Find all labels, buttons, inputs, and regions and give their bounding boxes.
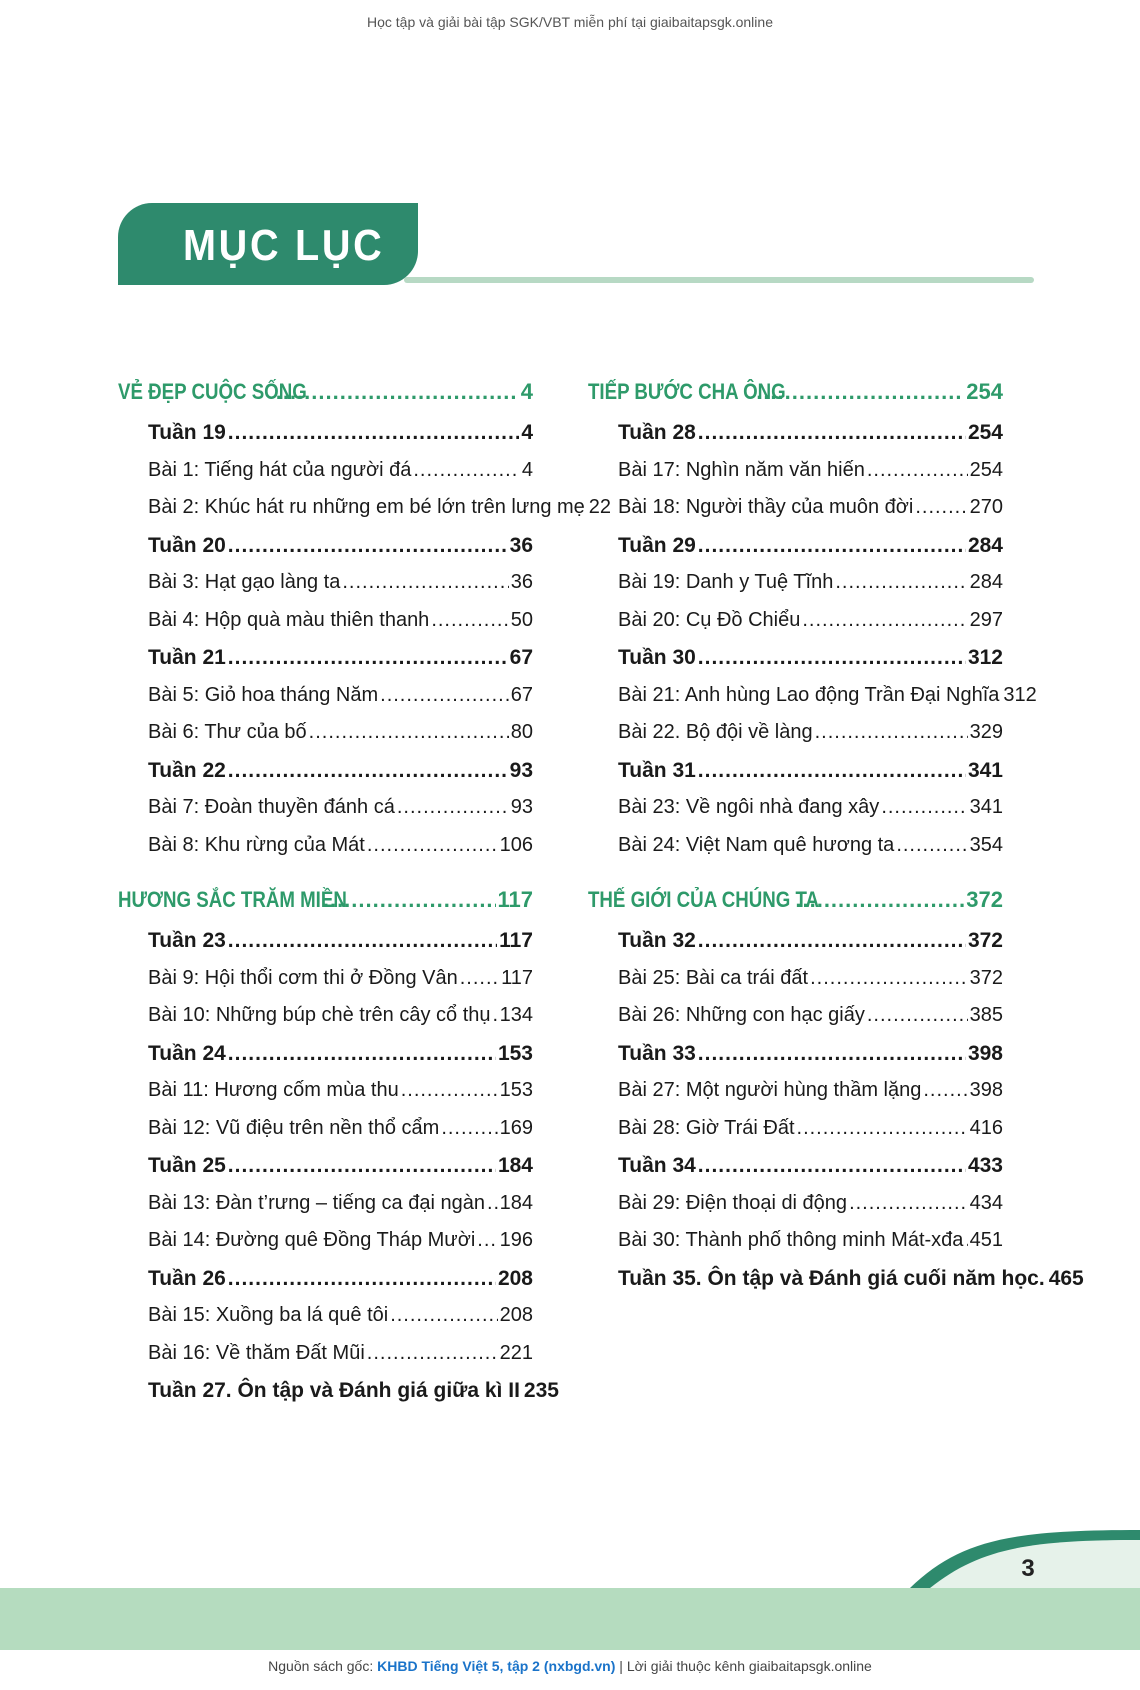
dot-leader <box>487 1185 498 1223</box>
toc-lesson-entry[interactable] <box>588 1222 1003 1260</box>
toc-lesson-title: Bài 20: Cụ Đồ Chiểu <box>618 608 801 631</box>
dot-leader <box>698 922 966 960</box>
toc-section-title: VẺ ĐẸP CUỘC SỐNG <box>118 379 307 404</box>
toc-lesson-page: 329 <box>969 721 1003 743</box>
toc-lesson-title: Bài 6: Thư của bố <box>148 721 307 743</box>
toc-lesson-page: 196 <box>499 1229 533 1251</box>
dot-leader <box>698 527 966 565</box>
toc-lesson-page: 22 <box>588 496 612 518</box>
toc-lesson-title: Bài 10: Những búp chè trên cây cổ thụ <box>148 1004 491 1026</box>
toc-lesson-entry[interactable] <box>118 677 533 715</box>
dot-leader <box>756 370 964 414</box>
dot-leader <box>923 1072 967 1110</box>
toc-lesson-entry[interactable] <box>588 960 1003 998</box>
toc-lesson-entry[interactable] <box>588 489 1003 527</box>
dot-leader <box>397 789 509 827</box>
toc-week-page: 93 <box>509 758 533 782</box>
toc-lesson-page: 416 <box>969 1116 1003 1139</box>
toc-week-title: Tuần 31 <box>618 758 696 782</box>
toc-lesson-page: 169 <box>499 1116 533 1139</box>
toc-lesson-page: 4 <box>521 458 533 481</box>
title-underline <box>404 277 1034 283</box>
toc-week-entry[interactable] <box>588 1035 1003 1073</box>
toc-section-page: 4 <box>520 379 533 404</box>
toc-week-entry[interactable] <box>118 922 533 960</box>
dot-leader <box>867 452 968 490</box>
toc-week-entry[interactable] <box>588 752 1003 790</box>
dot-leader <box>835 564 967 602</box>
dot-leader <box>309 714 509 752</box>
dot-leader <box>477 1222 497 1260</box>
toc-section-title: TIẾP BƯỚC CHA ÔNG <box>588 379 786 404</box>
toc-section-title: HƯƠNG SẮC TRĂM MIỀN <box>118 887 347 912</box>
page-title: MỤC LỤC <box>183 221 385 270</box>
toc-lesson-page: 93 <box>510 796 533 818</box>
dot-leader <box>698 414 966 452</box>
toc-lesson-title: Bài 14: Đường quê Đồng Tháp Mười <box>148 1229 476 1251</box>
toc-lesson-page: 372 <box>969 966 1003 989</box>
toc-week-title: Tuần 26 <box>148 1266 226 1290</box>
toc-lesson-title: Bài 30: Thành phố thông minh Mát-xđa <box>618 1229 964 1251</box>
toc-lesson-entry[interactable] <box>588 602 1003 640</box>
toc-week-title: Tuần 33 <box>618 1041 696 1065</box>
dot-leader <box>228 1035 496 1073</box>
dot-leader <box>441 1110 497 1148</box>
dot-leader <box>867 997 968 1035</box>
title-banner <box>118 203 418 285</box>
toc-lesson-title: Bài 17: Nghìn năm văn hiến <box>618 458 865 481</box>
top-note: Học tập và giải bài tập SGK/VBT miễn phí tại giaibaitapsgk.online <box>367 14 773 30</box>
toc-lesson-entry[interactable] <box>118 1222 533 1260</box>
toc-lesson-entry[interactable] <box>118 960 533 998</box>
toc-week-title: Tuần 21 <box>148 646 226 669</box>
toc-lesson-title: Bài 8: Khu rừng của Mát <box>148 833 365 856</box>
toc-lesson-entry[interactable] <box>588 1110 1003 1148</box>
toc-lesson-page: 284 <box>969 571 1003 593</box>
toc-lesson-title: Bài 2: Khúc hát ru những em bé lớn trên lưng mẹ <box>148 496 585 518</box>
toc-week-entry[interactable] <box>588 639 1003 677</box>
dot-leader <box>228 752 508 790</box>
toc-week-title: Tuần 25 <box>148 1154 226 1177</box>
toc-lesson-title: Bài 25: Bài ca trái đất <box>618 966 809 989</box>
toc-week-page: 433 <box>967 1154 1003 1177</box>
toc-lesson-entry[interactable] <box>588 452 1003 490</box>
toc-lesson-entry[interactable] <box>118 714 533 752</box>
toc-lesson-title: Bài 19: Danh y Tuệ Tĩnh <box>618 571 834 593</box>
toc-lesson-page: 312 <box>1003 683 1037 706</box>
dot-leader <box>849 1185 968 1223</box>
toc-week-page: 184 <box>497 1154 533 1177</box>
dot-leader <box>228 1147 496 1185</box>
toc-lesson-entry[interactable] <box>588 827 1003 865</box>
dot-leader <box>413 452 520 490</box>
toc-week-page: 372 <box>967 929 1003 952</box>
toc-section-title: THẾ GIỚI CỦA CHÚNG TA <box>588 887 820 912</box>
toc-week-title: Tuần 20 <box>148 533 226 557</box>
toc-lesson-title: Bài 11: Hương cốm mùa thu <box>148 1079 399 1101</box>
dot-leader <box>896 827 967 865</box>
toc-lesson-page: 208 <box>499 1304 533 1326</box>
dot-leader <box>493 997 498 1035</box>
toc-lesson-page: 50 <box>510 608 533 631</box>
toc-section-entry[interactable] <box>588 370 1003 414</box>
toc-week-page: 67 <box>509 646 533 669</box>
toc-lesson-title: Bài 9: Hội thổi cơm thi ở Đồng Vân <box>148 966 458 989</box>
toc-lesson-title: Bài 21: Anh hùng Lao động Trần Đại Nghĩa <box>618 683 1000 706</box>
dot-leader <box>228 414 520 452</box>
toc-section-entry[interactable] <box>118 878 533 922</box>
toc-week-page: 208 <box>497 1266 533 1290</box>
toc-week-title: Tuần 30 <box>618 646 696 669</box>
toc-week-title: Tuần 34 <box>618 1154 696 1177</box>
toc-lesson-page: 134 <box>499 1004 533 1026</box>
source-separator: | <box>615 1658 627 1674</box>
dot-leader <box>881 789 967 827</box>
toc-lesson-entry[interactable] <box>118 789 533 827</box>
source-prefix: Nguồn sách gốc: <box>268 1658 378 1674</box>
dot-leader <box>815 714 968 752</box>
dot-leader <box>460 960 499 998</box>
toc-week-entry[interactable] <box>118 1035 533 1073</box>
toc-lesson-title: Bài 13: Đàn t’rưng – tiếng ca đại ngàn <box>148 1191 485 1214</box>
section-gap <box>118 864 533 878</box>
toc-week-entry[interactable] <box>588 1260 1084 1298</box>
footer-band <box>0 1520 1140 1650</box>
toc-lesson-title: Bài 23: Về ngôi nhà đang xây <box>618 796 880 818</box>
source-footer <box>0 1658 1140 1674</box>
dot-leader <box>367 827 498 865</box>
toc-week-title: Tuần 28 <box>618 421 696 444</box>
toc-week-entry[interactable] <box>588 414 1003 452</box>
toc-week-entry[interactable] <box>588 1147 1003 1185</box>
toc-lesson-entry[interactable] <box>118 1297 533 1335</box>
dot-leader <box>276 370 519 414</box>
toc-lesson-page: 297 <box>969 608 1003 631</box>
toc-lesson-title: Bài 26: Những con hạc giấy <box>618 1004 865 1026</box>
toc-lesson-title: Bài 12: Vũ điệu trên nền thổ cẩm <box>148 1116 440 1139</box>
section-gap <box>588 864 1003 878</box>
toc-lesson-page: 153 <box>499 1079 533 1101</box>
toc-week-page: 312 <box>967 646 1003 669</box>
toc-left-column <box>118 370 612 1410</box>
dot-leader <box>802 602 967 640</box>
toc-lesson-title: Bài 28: Giờ Trái Đất <box>618 1116 795 1139</box>
toc-lesson-entry[interactable] <box>588 1185 1003 1223</box>
toc-section-page: 254 <box>966 379 1003 404</box>
toc-lesson-title: Bài 16: Về thăm Đất Mũi <box>148 1341 365 1364</box>
dot-leader <box>380 677 509 715</box>
dot-leader <box>228 1260 496 1298</box>
toc-week-page: 341 <box>967 758 1003 782</box>
toc-lesson-title: Bài 29: Điện thoại di động <box>618 1191 848 1214</box>
toc-lesson-title: Bài 22. Bộ đội về làng <box>618 721 813 743</box>
toc-right-column <box>588 370 1084 1297</box>
toc-lesson-entry[interactable] <box>588 677 1037 715</box>
toc-lesson-entry[interactable] <box>118 602 533 640</box>
toc-lesson-entry[interactable] <box>118 1335 533 1373</box>
dot-leader <box>797 1110 968 1148</box>
toc-lesson-page: 80 <box>510 721 533 743</box>
dot-leader <box>698 752 966 790</box>
toc-lesson-entry[interactable] <box>118 489 612 527</box>
toc-section-page: 372 <box>966 887 1003 912</box>
toc-week-entry[interactable] <box>588 922 1003 960</box>
toc-week-entry[interactable] <box>588 527 1003 565</box>
toc-week-page: 36 <box>509 533 533 557</box>
toc-lesson-title: Bài 4: Hộp quà màu thiên thanh <box>148 608 430 631</box>
toc-lesson-title: Bài 3: Hạt gạo làng ta <box>148 571 341 593</box>
dot-leader <box>342 564 508 602</box>
toc-week-entry[interactable] <box>118 752 533 790</box>
toc-lesson-page: 184 <box>499 1191 533 1214</box>
toc-lesson-entry[interactable] <box>118 827 533 865</box>
toc-lesson-entry[interactable] <box>588 714 1003 752</box>
toc-week-page: 254 <box>967 421 1003 444</box>
dot-leader <box>698 639 966 677</box>
toc-lesson-page: 434 <box>969 1191 1003 1214</box>
toc-week-page: 398 <box>967 1041 1003 1065</box>
toc-lesson-title: Bài 24: Việt Nam quê hương ta <box>618 833 895 856</box>
dot-leader <box>698 1147 966 1185</box>
dot-leader <box>401 1072 498 1110</box>
toc-week-page: 4 <box>521 421 533 444</box>
footer-band-fill <box>0 1588 1140 1650</box>
dot-leader <box>323 878 496 922</box>
toc-week-entry[interactable] <box>118 639 533 677</box>
source-book-link[interactable]: KHBD Tiếng Việt 5, tập 2 (nxbgd.vn) <box>377 1658 616 1674</box>
toc-lesson-entry[interactable] <box>118 1110 533 1148</box>
toc-lesson-entry[interactable] <box>118 452 533 490</box>
toc-week-entry[interactable] <box>118 527 533 565</box>
toc-lesson-entry[interactable] <box>588 1072 1003 1110</box>
toc-lesson-page: 117 <box>501 966 533 989</box>
toc-week-title: Tuần 22 <box>148 758 226 782</box>
toc-lesson-entry[interactable] <box>118 997 533 1035</box>
source-suffix: Lời giải thuộc kênh giaibaitapsgk.online <box>626 1658 872 1674</box>
toc-lesson-entry[interactable] <box>588 997 1003 1035</box>
toc-lesson-entry[interactable] <box>118 1072 533 1110</box>
toc-week-page: 465 <box>1048 1266 1084 1290</box>
toc-lesson-title: Bài 1: Tiếng hát của người đá <box>148 458 412 481</box>
toc-lesson-page: 398 <box>969 1079 1003 1101</box>
toc-section-page: 117 <box>497 887 533 912</box>
toc-week-title: Tuần 23 <box>148 929 226 952</box>
toc-week-page: 153 <box>497 1041 533 1065</box>
toc-lesson-page: 385 <box>969 1004 1003 1026</box>
toc-lesson-page: 451 <box>969 1229 1003 1251</box>
dot-leader <box>228 922 497 960</box>
toc-lesson-page: 36 <box>510 571 533 593</box>
toc-week-title: Tuần 29 <box>618 533 696 557</box>
dot-leader <box>965 1222 967 1260</box>
toc-lesson-page: 254 <box>969 458 1003 481</box>
toc-lesson-page: 67 <box>510 683 533 706</box>
toc-week-title: Tuần 35. Ôn tập và Đánh giá cuối năm học. <box>618 1266 1045 1290</box>
toc-week-title: Tuần 19 <box>148 421 226 444</box>
dot-leader <box>228 527 508 565</box>
toc-lesson-page: 341 <box>969 796 1003 818</box>
toc-lesson-page: 354 <box>969 833 1003 856</box>
toc-lesson-title: Bài 5: Giỏ hoa tháng Năm <box>148 683 379 706</box>
toc-lesson-entry[interactable] <box>588 564 1003 602</box>
dot-leader <box>228 639 508 677</box>
dot-leader <box>698 1035 966 1073</box>
toc-lesson-title: Bài 7: Đoàn thuyền đánh cá <box>148 796 395 818</box>
toc-lesson-title: Bài 18: Người thầy của muôn đời <box>618 496 914 518</box>
toc-week-page: 235 <box>523 1379 559 1402</box>
toc-lesson-title: Bài 27: Một người hùng thầm lặng <box>618 1079 922 1101</box>
toc-week-entry[interactable] <box>118 1372 559 1410</box>
dot-leader <box>810 960 968 998</box>
toc-week-page: 284 <box>967 533 1003 557</box>
toc-lesson-entry[interactable] <box>118 564 533 602</box>
dot-leader <box>795 878 964 922</box>
toc-week-title: Tuần 27. Ôn tập và Đánh giá giữa kì II <box>148 1379 520 1402</box>
toc-section-entry[interactable] <box>118 370 533 414</box>
toc-lesson-page: 106 <box>499 833 533 856</box>
toc-lesson-entry[interactable] <box>118 1185 533 1223</box>
toc-lesson-page: 221 <box>499 1341 533 1364</box>
toc-week-title: Tuần 32 <box>618 929 696 952</box>
dot-leader <box>390 1297 497 1335</box>
toc-week-entry[interactable] <box>118 414 533 452</box>
dot-leader <box>915 489 967 527</box>
toc-lesson-title: Bài 15: Xuồng ba lá quê tôi <box>148 1304 389 1326</box>
toc-week-title: Tuần 24 <box>148 1041 226 1065</box>
dot-leader <box>367 1335 498 1373</box>
toc-week-entry[interactable] <box>118 1260 533 1298</box>
toc-lesson-entry[interactable] <box>588 789 1003 827</box>
toc-week-entry[interactable] <box>118 1147 533 1185</box>
dot-leader <box>431 602 508 640</box>
page-number: 3 <box>1021 1555 1035 1582</box>
toc-week-page: 117 <box>499 929 533 952</box>
toc-section-entry[interactable] <box>588 878 1003 922</box>
toc-lesson-page: 270 <box>969 496 1003 518</box>
